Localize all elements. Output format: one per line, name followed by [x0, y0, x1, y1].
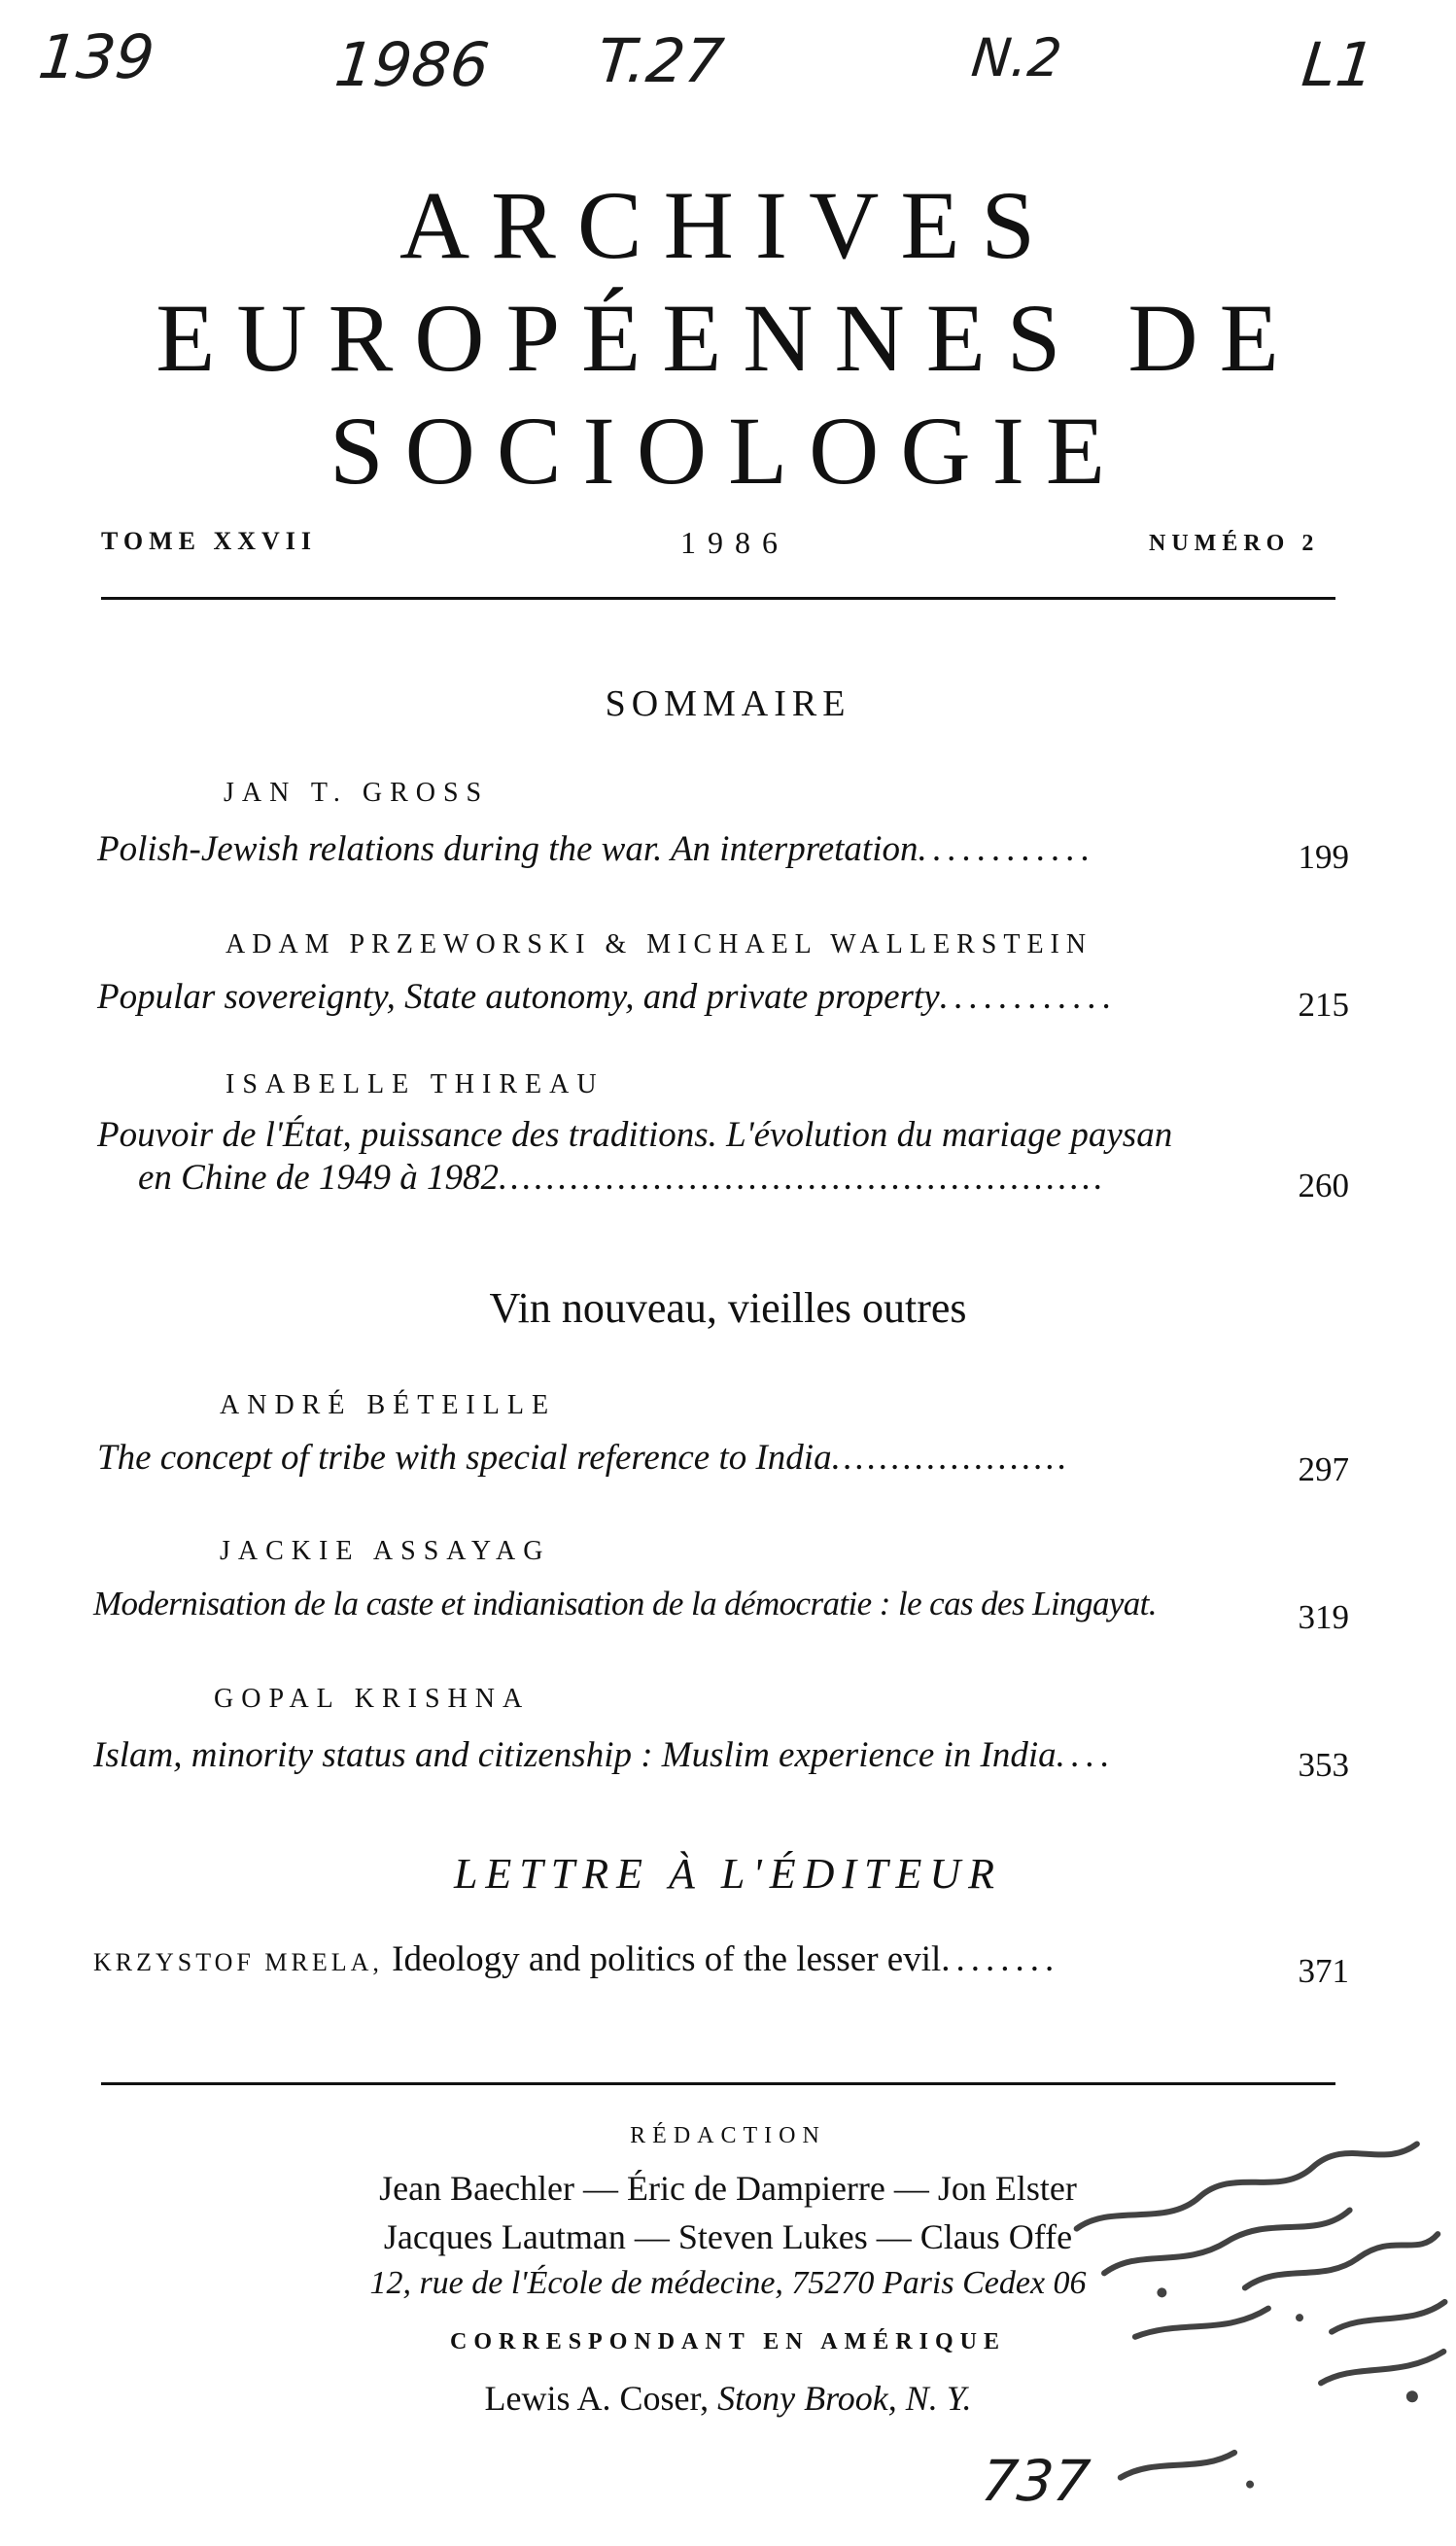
article-title-beteille: [97, 1437, 1070, 1479]
journal-title-line3: SOCIOLOGIE: [329, 397, 1127, 505]
article-title-assayag: [93, 1585, 1157, 1623]
footer-rule: [101, 2082, 1335, 2085]
section-heading-lettre: LETTRE À L'ÉDITEUR: [453, 1850, 1003, 1898]
article-title-thireau-cont: [138, 1157, 1106, 1199]
author-assayag: JACKIE ASSAYAG: [220, 1536, 551, 1566]
correspondant-name: Lewis A. Coser,: [484, 2379, 710, 2418]
leader-dots: ....................: [831, 1438, 1070, 1478]
editors-line-1: Jean Baechler — Éric de Dampierre — Jon Elster: [379, 2169, 1077, 2208]
handwritten-year: 1986: [331, 29, 493, 100]
author-beteille: ANDRÉ BÉTEILLE: [220, 1390, 557, 1420]
leader-dots: ...................................................: [498, 1158, 1106, 1198]
page-number-beteille: 297: [1298, 1450, 1349, 1488]
lettre-title: Ideology and politics of the lesser evil: [392, 1939, 942, 1979]
handwritten-number: 139: [35, 21, 158, 92]
section-heading-vin-nouveau: Vin nouveau, vieilles outres: [489, 1284, 967, 1332]
journal-title-line1: ARCHIVES: [399, 171, 1057, 279]
title-text: Popular sovereignty, State autonomy, and private property: [97, 977, 940, 1017]
tome-label: TOME XXVII: [101, 527, 318, 555]
article-title-przeworski: [97, 976, 1118, 1018]
journal-title-line2: EUROPÉENNES DE: [156, 284, 1300, 392]
page-number-mrela: 371: [1298, 1952, 1349, 1990]
redaction-heading: RÉDACTION: [630, 2123, 826, 2148]
page-number-thireau: 260: [1298, 1167, 1349, 1204]
leader-dots: ............: [918, 829, 1096, 869]
page-number-przeworski: 215: [1298, 986, 1349, 1024]
editorial-address: 12, rue de l'École de médecine, 75270 Paris Cedex 06: [369, 2265, 1087, 2301]
article-title-gross: [97, 828, 1095, 870]
title-text: Modernisation de la caste et indianisation de la démocratie : le cas des Lingayat.: [93, 1585, 1157, 1622]
author-krishna: GOPAL KRISHNA: [214, 1684, 531, 1714]
article-title-krishna: [93, 1734, 1116, 1776]
handwritten-shelf: L1: [1299, 29, 1378, 100]
editors-line-2: Jacques Lautman — Steven Lukes — Claus Offe: [383, 2217, 1073, 2256]
sommaire-heading: SOMMAIRE: [605, 683, 851, 724]
author-mrela: KRZYSTOF MRELA,: [93, 1948, 383, 1976]
article-title-thireau: Pouvoir de l'État, puissance des traditions. L'évolution du mariage paysan: [97, 1115, 1173, 1155]
page-number-krishna: 353: [1298, 1746, 1349, 1784]
correspondant-place: Stony Brook, N. Y.: [717, 2379, 972, 2418]
handwritten-tome: T.27: [594, 25, 727, 96]
library-stamp: [1051, 2128, 1456, 2546]
page-number-gross: 199: [1298, 838, 1349, 876]
numero-label: NUMÉRO 2: [1149, 531, 1320, 556]
leader-dots: ........: [941, 1939, 1060, 1979]
title-text: Polish-Jewish relations during the war. An interpretation: [97, 829, 919, 869]
correspondant-heading: CORRESPONDANT EN AMÉRIQUE: [450, 2329, 1006, 2354]
title-text: en Chine de 1949 à 1982: [138, 1158, 499, 1198]
author-przeworski-wallerstein: ADAM PRZEWORSKI & MICHAEL WALLERSTEIN: [225, 929, 1093, 959]
lettre-entry: [93, 1938, 1059, 1980]
issue-year: 1986: [680, 525, 789, 560]
title-text: Islam, minority status and citizenship : Muslim experience in India: [93, 1735, 1057, 1775]
leader-dots: ............: [939, 977, 1118, 1017]
handwritten-issue: N.2: [968, 27, 1065, 88]
author-thireau: ISABELLE THIREAU: [225, 1069, 605, 1099]
title-text: The concept of tribe with special reference to India: [97, 1438, 832, 1478]
stamp-number: 737: [978, 2448, 1093, 2514]
leader-dots: ....: [1056, 1735, 1116, 1775]
author-gross: JAN T. GROSS: [224, 778, 490, 808]
page-number-assayag: 319: [1298, 1598, 1349, 1636]
header-rule: [101, 597, 1335, 600]
